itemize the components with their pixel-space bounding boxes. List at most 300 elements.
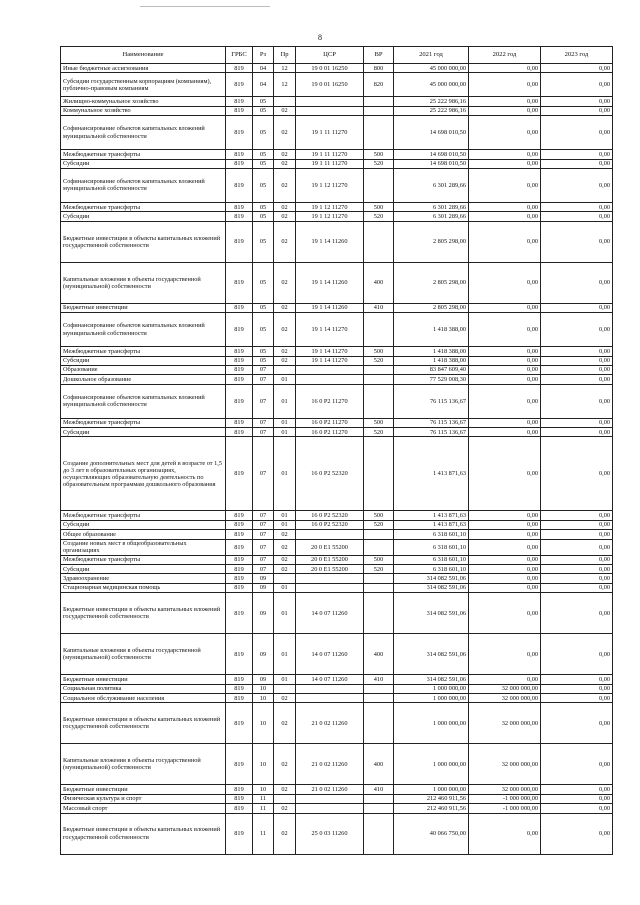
row-vr: 500 xyxy=(364,202,394,211)
row-vr xyxy=(364,221,394,262)
row-2021: 2 805 298,00 xyxy=(394,303,469,312)
row-vr: 500 xyxy=(364,555,394,564)
row-rz: 05 xyxy=(253,262,274,303)
row-grbs: 819 xyxy=(226,744,253,785)
row-rz: 07 xyxy=(253,365,274,374)
table-row xyxy=(61,703,613,744)
row-grbs: 819 xyxy=(226,634,253,675)
row-pr: 02 xyxy=(274,150,296,159)
row-pr: 01 xyxy=(274,634,296,675)
row-2021: 6 318 601,10 xyxy=(394,530,469,539)
row-vr: 410 xyxy=(364,785,394,794)
row-grbs: 819 xyxy=(226,539,253,555)
table-row xyxy=(61,675,613,684)
row-vr xyxy=(364,804,394,813)
scan-artifact-line xyxy=(140,6,270,7)
table-row xyxy=(61,73,613,97)
row-csr: 21 0 02 11260 xyxy=(296,703,364,744)
row-csr: 19 1 14 11260 xyxy=(296,262,364,303)
table-row xyxy=(61,813,613,854)
row-2021: 2 805 298,00 xyxy=(394,262,469,303)
row-grbs: 819 xyxy=(226,693,253,702)
row-name: Бюджетные инвестиции в объекты капитальных вложений государственной собственности xyxy=(61,593,226,634)
row-rz: 09 xyxy=(253,593,274,634)
row-csr: 19 1 12 11270 xyxy=(296,202,364,211)
row-pr: 02 xyxy=(274,168,296,202)
row-2023: 0,00 xyxy=(541,106,613,115)
row-grbs: 819 xyxy=(226,221,253,262)
row-rz: 07 xyxy=(253,375,274,384)
row-rz: 07 xyxy=(253,384,274,418)
row-2023: 0,00 xyxy=(541,693,613,702)
row-vr xyxy=(364,375,394,384)
row-2023: 0,00 xyxy=(541,150,613,159)
table-row xyxy=(61,565,613,574)
row-grbs: 819 xyxy=(226,530,253,539)
row-csr xyxy=(296,365,364,374)
row-2021: 6 318 601,10 xyxy=(394,539,469,555)
row-pr: 02 xyxy=(274,212,296,221)
row-2023: 0,00 xyxy=(541,593,613,634)
row-2021: 1 000 000,00 xyxy=(394,785,469,794)
row-grbs: 819 xyxy=(226,520,253,529)
row-2022: 0,00 xyxy=(469,221,541,262)
row-pr xyxy=(274,684,296,693)
row-grbs: 819 xyxy=(226,794,253,803)
row-csr: 20 0 E1 55200 xyxy=(296,555,364,564)
row-vr: 500 xyxy=(364,347,394,356)
table-row xyxy=(61,804,613,813)
row-pr: 02 xyxy=(274,356,296,365)
row-vr: 520 xyxy=(364,520,394,529)
header-2021: 2021 год xyxy=(394,47,469,64)
row-name: Субсидии xyxy=(61,428,226,437)
row-csr xyxy=(296,794,364,803)
row-2021: 6 301 289,66 xyxy=(394,168,469,202)
row-vr: 500 xyxy=(364,418,394,427)
row-2022: -1 000 000,00 xyxy=(469,804,541,813)
row-vr: 520 xyxy=(364,212,394,221)
row-pr: 02 xyxy=(274,116,296,150)
row-name: Межбюджетные трансферты xyxy=(61,418,226,427)
row-rz: 05 xyxy=(253,356,274,365)
row-grbs: 819 xyxy=(226,64,253,73)
row-rz: 09 xyxy=(253,583,274,592)
table-row xyxy=(61,97,613,106)
row-name: Массовый спорт xyxy=(61,804,226,813)
row-2022: 0,00 xyxy=(469,313,541,347)
row-2021: 1 413 871,63 xyxy=(394,511,469,520)
table-row xyxy=(61,106,613,115)
row-2022: 0,00 xyxy=(469,365,541,374)
row-2023: 0,00 xyxy=(541,520,613,529)
row-vr xyxy=(364,593,394,634)
row-pr: 02 xyxy=(274,565,296,574)
row-vr: 500 xyxy=(364,150,394,159)
row-grbs: 819 xyxy=(226,202,253,211)
row-grbs: 819 xyxy=(226,365,253,374)
row-2023: 0,00 xyxy=(541,375,613,384)
row-2021: 1 413 871,63 xyxy=(394,520,469,529)
row-2023: 0,00 xyxy=(541,555,613,564)
header-pr: Пр xyxy=(274,47,296,64)
row-name: Жилищно-коммунальное хозяйство xyxy=(61,97,226,106)
row-vr xyxy=(364,684,394,693)
row-rz: 10 xyxy=(253,785,274,794)
row-rz: 05 xyxy=(253,97,274,106)
table-row xyxy=(61,159,613,168)
table-row xyxy=(61,437,613,511)
row-2022: 0,00 xyxy=(469,530,541,539)
row-name: Софинансирование объектов капитальных вложений муниципальной собственности xyxy=(61,384,226,418)
row-csr: 19 1 14 11270 xyxy=(296,313,364,347)
row-vr xyxy=(364,168,394,202)
row-name: Субсидии государственным корпорациям (компаниям), публично-правовым компаниям xyxy=(61,73,226,97)
row-2021: 1 000 000,00 xyxy=(394,703,469,744)
row-rz: 10 xyxy=(253,703,274,744)
row-2021: 77 529 008,30 xyxy=(394,375,469,384)
row-pr xyxy=(274,97,296,106)
row-2023: 0,00 xyxy=(541,530,613,539)
table-row xyxy=(61,634,613,675)
row-name: Создание дополнительных мест для детей в возрасте от 1,5 до 3 лет в образовательных организациях, осуществляющих образовательную деятельность по образовательным программам дошкольного образования xyxy=(61,437,226,511)
row-grbs: 819 xyxy=(226,428,253,437)
row-name: Бюджетные инвестиции xyxy=(61,303,226,312)
row-csr xyxy=(296,97,364,106)
row-csr: 19 0 01 16250 xyxy=(296,64,364,73)
row-pr: 01 xyxy=(274,437,296,511)
row-csr: 16 0 P2 52320 xyxy=(296,437,364,511)
row-2021: 1 418 388,00 xyxy=(394,313,469,347)
row-2023: 0,00 xyxy=(541,97,613,106)
row-2022: 0,00 xyxy=(469,593,541,634)
table-row xyxy=(61,356,613,365)
table-row xyxy=(61,262,613,303)
row-name: Субсидии xyxy=(61,520,226,529)
row-vr xyxy=(364,574,394,583)
row-2022: 0,00 xyxy=(469,520,541,529)
table-row xyxy=(61,303,613,312)
row-pr: 02 xyxy=(274,804,296,813)
row-2023: 0,00 xyxy=(541,511,613,520)
row-2021: 76 115 136,67 xyxy=(394,384,469,418)
row-2022: 0,00 xyxy=(469,437,541,511)
row-2023: 0,00 xyxy=(541,64,613,73)
row-vr xyxy=(364,813,394,854)
row-name: Физическая культура и спорт xyxy=(61,794,226,803)
table-row xyxy=(61,744,613,785)
row-pr: 02 xyxy=(274,744,296,785)
row-2022: 0,00 xyxy=(469,418,541,427)
row-pr: 02 xyxy=(274,347,296,356)
row-vr: 410 xyxy=(364,303,394,312)
row-pr: 01 xyxy=(274,593,296,634)
row-vr: 800 xyxy=(364,64,394,73)
header-2022: 2022 год xyxy=(469,47,541,64)
row-2022: 0,00 xyxy=(469,539,541,555)
row-pr: 12 xyxy=(274,64,296,73)
row-2023: 0,00 xyxy=(541,418,613,427)
row-grbs: 819 xyxy=(226,159,253,168)
row-csr xyxy=(296,583,364,592)
row-name: Здравоохранение xyxy=(61,574,226,583)
row-2022: 0,00 xyxy=(469,356,541,365)
row-rz: 11 xyxy=(253,794,274,803)
row-name: Капитальные вложения в объекты государственной (муниципальной) собственности xyxy=(61,262,226,303)
row-rz: 07 xyxy=(253,511,274,520)
row-rz: 05 xyxy=(253,303,274,312)
row-2022: 0,00 xyxy=(469,150,541,159)
row-csr: 19 1 12 11270 xyxy=(296,168,364,202)
row-csr xyxy=(296,684,364,693)
row-2022: 0,00 xyxy=(469,202,541,211)
row-rz: 05 xyxy=(253,221,274,262)
row-2022: 0,00 xyxy=(469,97,541,106)
row-2023: 0,00 xyxy=(541,262,613,303)
row-name: Межбюджетные трансферты xyxy=(61,202,226,211)
row-2021: 2 805 298,00 xyxy=(394,221,469,262)
row-name: Дошкольное образование xyxy=(61,375,226,384)
row-vr: 520 xyxy=(364,356,394,365)
header-name: Наименование xyxy=(61,47,226,64)
table-row xyxy=(61,64,613,73)
row-2021: 1 000 000,00 xyxy=(394,744,469,785)
row-rz: 05 xyxy=(253,313,274,347)
row-name: Бюджетные инвестиции в объекты капитальных вложений государственной собственности xyxy=(61,703,226,744)
row-grbs: 819 xyxy=(226,384,253,418)
row-2023: 0,00 xyxy=(541,684,613,693)
row-2022: 0,00 xyxy=(469,428,541,437)
row-csr: 19 1 11 11270 xyxy=(296,116,364,150)
page-number: 8 xyxy=(318,33,322,42)
row-name: Бюджетные инвестиции в объекты капитальных вложений государственной собственности xyxy=(61,813,226,854)
row-name: Бюджетные инвестиции xyxy=(61,785,226,794)
row-2023: 0,00 xyxy=(541,347,613,356)
row-pr: 01 xyxy=(274,675,296,684)
row-pr: 02 xyxy=(274,813,296,854)
row-csr xyxy=(296,574,364,583)
row-vr xyxy=(364,384,394,418)
row-2022: 0,00 xyxy=(469,212,541,221)
row-rz: 05 xyxy=(253,150,274,159)
row-vr xyxy=(364,530,394,539)
row-vr xyxy=(364,313,394,347)
row-grbs: 819 xyxy=(226,675,253,684)
row-csr: 20 0 E1 55200 xyxy=(296,539,364,555)
row-name: Бюджетные инвестиции xyxy=(61,675,226,684)
table-row xyxy=(61,583,613,592)
table-header xyxy=(61,47,613,64)
row-vr: 520 xyxy=(364,428,394,437)
row-csr: 14 0 07 11260 xyxy=(296,634,364,675)
row-csr: 20 0 E1 55200 xyxy=(296,565,364,574)
row-name: Иные бюджетные ассигнования xyxy=(61,64,226,73)
row-csr: 19 1 11 11270 xyxy=(296,150,364,159)
row-2022: 0,00 xyxy=(469,347,541,356)
row-2022: 32 000 000,00 xyxy=(469,744,541,785)
row-grbs: 819 xyxy=(226,813,253,854)
row-pr: 02 xyxy=(274,303,296,312)
row-csr xyxy=(296,375,364,384)
row-grbs: 819 xyxy=(226,437,253,511)
row-2023: 0,00 xyxy=(541,168,613,202)
row-rz: 09 xyxy=(253,675,274,684)
table-row xyxy=(61,375,613,384)
row-2022: 0,00 xyxy=(469,262,541,303)
row-vr xyxy=(364,693,394,702)
row-grbs: 819 xyxy=(226,375,253,384)
row-rz: 05 xyxy=(253,212,274,221)
row-grbs: 819 xyxy=(226,574,253,583)
row-2023: 0,00 xyxy=(541,583,613,592)
row-csr: 14 0 07 11260 xyxy=(296,675,364,684)
table-row xyxy=(61,794,613,803)
row-grbs: 819 xyxy=(226,703,253,744)
row-2023: 0,00 xyxy=(541,574,613,583)
row-2021: 314 082 591,06 xyxy=(394,593,469,634)
table-row xyxy=(61,530,613,539)
row-csr xyxy=(296,804,364,813)
row-vr xyxy=(364,97,394,106)
row-rz: 09 xyxy=(253,574,274,583)
row-csr: 19 1 14 11270 xyxy=(296,356,364,365)
row-2021: 40 066 750,00 xyxy=(394,813,469,854)
row-2021: 1 418 388,00 xyxy=(394,347,469,356)
row-2021: 314 082 591,06 xyxy=(394,574,469,583)
table-row xyxy=(61,511,613,520)
row-pr: 01 xyxy=(274,384,296,418)
row-2022: -1 000 000,00 xyxy=(469,794,541,803)
row-2023: 0,00 xyxy=(541,437,613,511)
row-2022: 0,00 xyxy=(469,675,541,684)
row-name: Субсидии xyxy=(61,212,226,221)
table-row xyxy=(61,150,613,159)
row-2022: 0,00 xyxy=(469,64,541,73)
row-rz: 04 xyxy=(253,73,274,97)
row-2021: 83 847 609,40 xyxy=(394,365,469,374)
row-grbs: 819 xyxy=(226,262,253,303)
row-2023: 0,00 xyxy=(541,303,613,312)
row-2021: 14 698 010,50 xyxy=(394,159,469,168)
row-name: Стационарная медицинская помощь xyxy=(61,583,226,592)
row-csr: 21 0 02 11260 xyxy=(296,785,364,794)
row-rz: 10 xyxy=(253,744,274,785)
row-csr: 19 1 12 11270 xyxy=(296,212,364,221)
row-csr: 21 0 02 11260 xyxy=(296,744,364,785)
row-2023: 0,00 xyxy=(541,794,613,803)
row-pr: 02 xyxy=(274,530,296,539)
row-grbs: 819 xyxy=(226,73,253,97)
row-pr xyxy=(274,574,296,583)
row-vr xyxy=(364,539,394,555)
row-vr xyxy=(364,703,394,744)
row-name: Создание новых мест в общеобразовательных организациях xyxy=(61,539,226,555)
row-name: Образование xyxy=(61,365,226,374)
table-row xyxy=(61,539,613,555)
row-vr: 400 xyxy=(364,262,394,303)
header-2023: 2023 год xyxy=(541,47,613,64)
table-row xyxy=(61,212,613,221)
row-2023: 0,00 xyxy=(541,539,613,555)
row-rz: 05 xyxy=(253,116,274,150)
row-2023: 0,00 xyxy=(541,675,613,684)
row-2023: 0,00 xyxy=(541,428,613,437)
row-name: Коммунальное хозяйство xyxy=(61,106,226,115)
row-pr: 01 xyxy=(274,583,296,592)
row-pr: 01 xyxy=(274,520,296,529)
row-2022: 0,00 xyxy=(469,583,541,592)
table-row xyxy=(61,384,613,418)
row-2022: 0,00 xyxy=(469,168,541,202)
table-row xyxy=(61,418,613,427)
row-2021: 76 115 136,67 xyxy=(394,428,469,437)
row-rz: 10 xyxy=(253,693,274,702)
row-pr: 02 xyxy=(274,202,296,211)
row-2021: 14 698 010,50 xyxy=(394,116,469,150)
row-grbs: 819 xyxy=(226,303,253,312)
row-rz: 07 xyxy=(253,539,274,555)
row-2023: 0,00 xyxy=(541,384,613,418)
row-rz: 11 xyxy=(253,813,274,854)
row-grbs: 819 xyxy=(226,511,253,520)
row-2022: 0,00 xyxy=(469,159,541,168)
row-vr: 520 xyxy=(364,159,394,168)
header-vr: ВР xyxy=(364,47,394,64)
row-csr: 16 0 P2 52320 xyxy=(296,520,364,529)
row-pr: 01 xyxy=(274,375,296,384)
row-vr: 410 xyxy=(364,675,394,684)
row-rz: 07 xyxy=(253,555,274,564)
table-row xyxy=(61,116,613,150)
row-2022: 32 000 000,00 xyxy=(469,693,541,702)
row-pr: 02 xyxy=(274,262,296,303)
budget-table xyxy=(60,46,613,855)
row-pr: 02 xyxy=(274,539,296,555)
row-csr xyxy=(296,106,364,115)
row-2023: 0,00 xyxy=(541,313,613,347)
row-grbs: 819 xyxy=(226,313,253,347)
header-rz: Рз xyxy=(253,47,274,64)
row-csr: 16 0 P2 52320 xyxy=(296,511,364,520)
row-2021: 6 318 601,10 xyxy=(394,555,469,564)
row-rz: 10 xyxy=(253,684,274,693)
row-name: Межбюджетные трансферты xyxy=(61,555,226,564)
row-pr: 02 xyxy=(274,555,296,564)
row-csr: 16 0 P2 11270 xyxy=(296,428,364,437)
row-csr: 16 0 P2 11270 xyxy=(296,418,364,427)
row-vr xyxy=(364,437,394,511)
row-csr: 19 1 14 11260 xyxy=(296,303,364,312)
row-rz: 07 xyxy=(253,520,274,529)
row-2021: 314 082 591,06 xyxy=(394,634,469,675)
row-rz: 05 xyxy=(253,159,274,168)
row-name: Межбюджетные трансферты xyxy=(61,150,226,159)
row-name: Социальная политика xyxy=(61,684,226,693)
table-row xyxy=(61,347,613,356)
row-vr xyxy=(364,794,394,803)
row-rz: 05 xyxy=(253,168,274,202)
row-csr: 25 0 03 11260 xyxy=(296,813,364,854)
row-2023: 0,00 xyxy=(541,356,613,365)
row-rz: 07 xyxy=(253,437,274,511)
row-vr xyxy=(364,116,394,150)
row-vr: 500 xyxy=(364,511,394,520)
row-pr xyxy=(274,794,296,803)
row-2022: 0,00 xyxy=(469,73,541,97)
row-2023: 0,00 xyxy=(541,785,613,794)
row-2022: 0,00 xyxy=(469,116,541,150)
row-grbs: 819 xyxy=(226,97,253,106)
